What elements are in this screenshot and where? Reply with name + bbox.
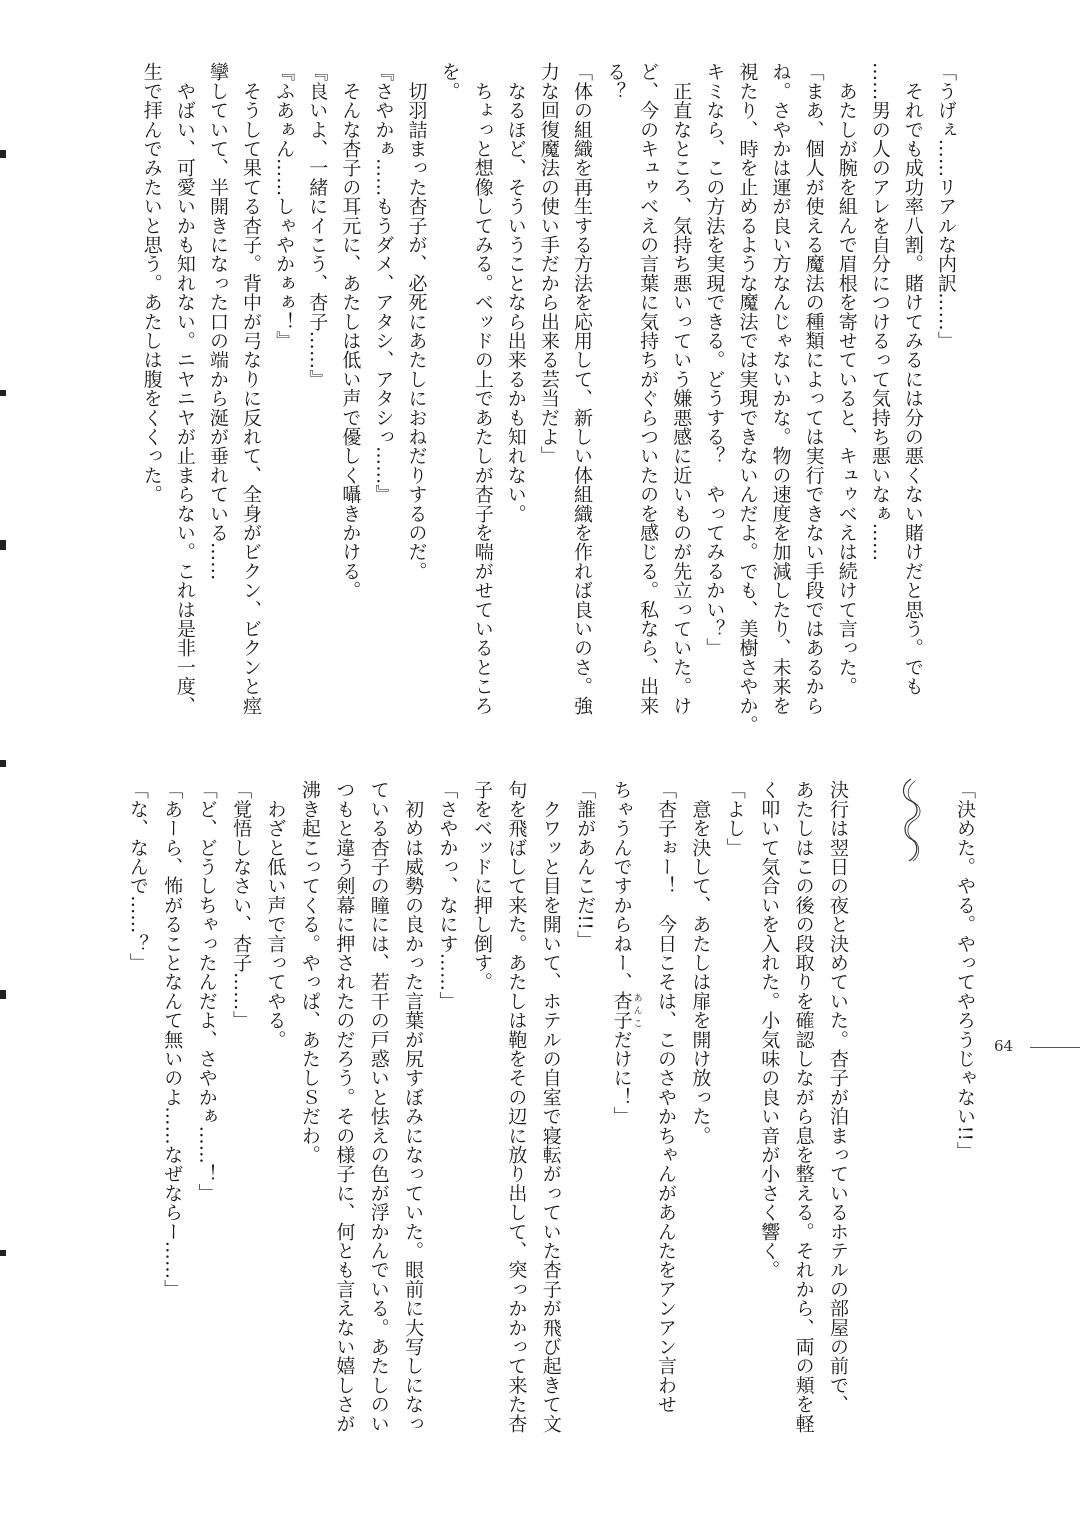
text-line: る？ <box>604 62 627 101</box>
text-line: 「あーら、怖がることなんて無いのよ……なぜならー……」 <box>161 780 184 1299</box>
text-line: なるほど、そういうことなら出来るかも知れない。 <box>504 62 527 523</box>
text-line: 「体の組織を再生する方法を応用して、新しい体組織を作れば良いのさ。強 <box>570 62 593 715</box>
text-line: あたしはこの後の段取りを確認しながら息を整える。それから、両の頬を軽 <box>792 780 815 1433</box>
binding-mark <box>0 990 6 999</box>
text-line: 視たり、時を止めるような魔法では実現できないんだよ。でも、美樹さやか。 <box>736 62 759 734</box>
text-line: ど、今のキュゥべえの言葉に気持ちがぐらついたのを感じる。私なら、出来 <box>637 62 660 715</box>
ruby-reading: あんこ <box>631 991 642 1030</box>
text-line: 「まあ、個人が使える魔法の種類によっては実行できない手段ではあるから <box>802 62 825 715</box>
text-line: 「杏子ぉー！ 今日こそは、このさやかちゃんがあんたをアンアン言わせ <box>654 780 677 1414</box>
text-line: 「誰があんこだ!!」 <box>574 780 597 950</box>
text-line: そうして果てる杏子。背中が弓なりに反れて、全身がビクン、ビクンと痙 <box>240 62 263 715</box>
text-line: 「な、なんで……？」 <box>126 780 149 972</box>
text-line: 「よし」 <box>723 780 746 857</box>
scene-break-ornament-icon <box>893 775 929 865</box>
text-line: わざと低い声で言ってやる。 <box>264 780 287 1049</box>
text-line: ている杏子の瞳には、若干の戸惑いと怯えの色が浮かんでいる。あたしのい <box>367 780 390 1433</box>
page-number: 64 <box>994 1037 1014 1055</box>
text-line: 決行は翌日の夜と決めていた。杏子が泊まっているホテルの部屋の前で、 <box>827 780 849 1414</box>
text-block-lower <box>120 780 855 1440</box>
text-block-upper <box>135 62 962 734</box>
text-line: 「決めた。やる。やってやろうじゃない!!」 <box>954 780 976 1161</box>
text-line: ……男の人のアレを自分につけるって気持ち悪いなぁ…… <box>868 62 891 562</box>
text-line: ね。さやかは運が良い方なんじゃないかな。物の速度を加減したり、未来を <box>769 62 792 715</box>
text-line: あたしが腕を組んで眉根を寄せていると、キュゥべえは続けて言った。 <box>835 62 858 696</box>
text-line: やばい、可愛いかも知れない。ニヤニヤが止まらない。これは是非一度、 <box>173 62 196 715</box>
ruby-annotation <box>610 991 642 1030</box>
text-line: 沸き起こってくる。やっぱ、あたしＳだわ。 <box>298 780 321 1164</box>
text-line: キミなら、この方法を実現できる。どうする？ やってみるかい？」 <box>703 62 726 658</box>
text-segment: だけに！」 <box>610 1029 633 1126</box>
text-line: クワッと目を開いて、ホテルの自室で寝転がっていた杏子が飛び起きて文 <box>539 780 562 1433</box>
text-line: 「うげぇ……リアルな内訳……」 <box>935 62 957 350</box>
text-line: それでも成功率八割。賭けてみるには分の悪くない賭けだと思う。でも <box>901 62 924 696</box>
ruby-base: 杏子 <box>610 991 633 1030</box>
text-line: 句を飛ばして来た。あたしは鞄をその辺に放り出して、突っかかって来た杏 <box>505 780 528 1433</box>
text-line: 切羽詰まった杏子が、必死にあたしにおねだりするのだ。 <box>405 62 428 581</box>
binding-mark <box>0 760 6 767</box>
text-line: 攣していて、半開きになった口の端から涎が垂れている…… <box>206 62 229 581</box>
text-line: 「ど、どうしちゃったんだよ、さやかぁ……！」 <box>195 780 218 1203</box>
text-line: ちょっと想像してみる。ベッドの上であたしが杏子を喘がせているところ <box>471 62 494 715</box>
binding-mark <box>0 540 6 550</box>
text-line: 力な回復魔法の使い手だから出来る芸当だよ」 <box>537 62 560 466</box>
text-line: 「覚悟しなさい、杏子……」 <box>230 780 253 1030</box>
text-line-with-ruby <box>604 780 641 1440</box>
text-line: 『良いよ、一緒にイこう、杏子……』 <box>306 62 329 389</box>
text-line: 正直なところ、気持ち悪いっていう嫌悪感に近いものが先立っていた。け <box>670 62 693 715</box>
text-block-decision <box>948 780 982 1440</box>
text-segment: ちゃうんですからねー、 <box>610 780 633 992</box>
text-line: く叩いて気合いを入れた。小気味の良い音が小さく響く。 <box>758 780 781 1280</box>
page-number-rule <box>1030 1047 1080 1048</box>
text-line: 意を決して、あたしは扉を開け放った。 <box>689 780 712 1145</box>
text-line: 子をベッドに押し倒す。 <box>470 780 493 992</box>
text-line: つもと違う剣幕に押されたのだろう。その様子に、何とも言えない嬉しさが <box>333 780 356 1433</box>
text-line: 『さやかぁ……もうダメ、アタシ、アタシっ……』 <box>372 62 395 504</box>
text-line: 初めは威勢の良かった言葉が尻すぼみになっていた。眼前に大写しになっ <box>402 780 425 1433</box>
text-line: 「さやかっ、なにす……」 <box>436 780 459 1011</box>
binding-mark <box>0 390 6 396</box>
text-line: 『ふあぁん……しゃやかぁぁ！』 <box>273 62 296 350</box>
binding-mark <box>0 1250 6 1256</box>
text-line: 生で拝んでみたいと思う。あたしは腹をくくった。 <box>140 62 163 504</box>
binding-mark <box>0 150 6 158</box>
text-line: を。 <box>438 62 461 101</box>
text-line: そんな杏子の耳元に、あたしは低い声で優しく囁きかける。 <box>339 62 362 600</box>
